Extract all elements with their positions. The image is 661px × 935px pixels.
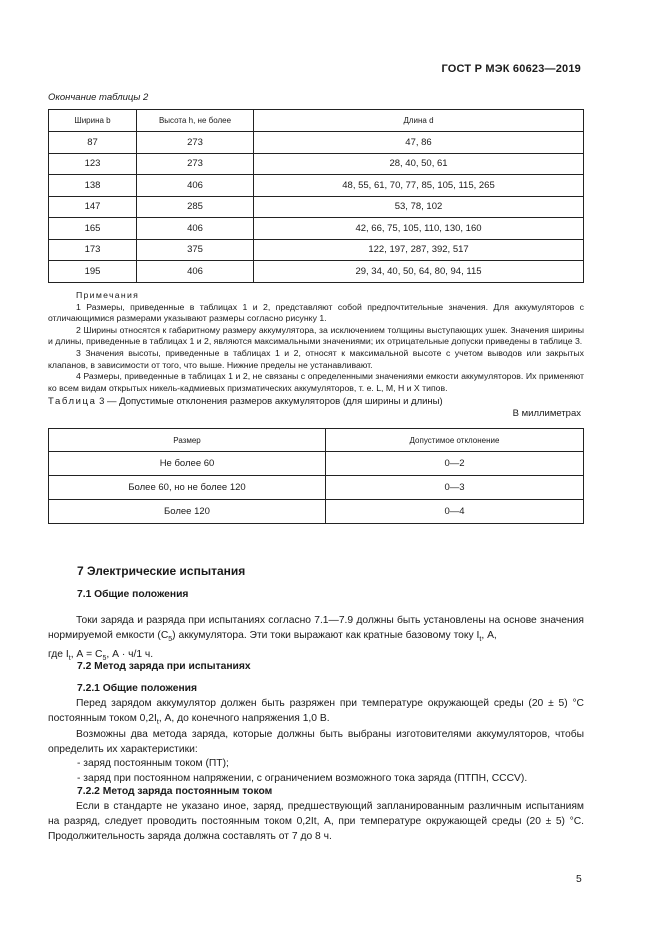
page-number: 5 [576,874,582,885]
table3-title-word: Таблица [48,396,97,407]
section-7-2-2-title: 7.2.2 Метод заряда постоянным током [77,786,273,797]
table-row [49,476,584,500]
text-part: Перед зарядом аккумулятор должен быть разряжен при температуре окружающей среды (20 ± 5) °C постоянным током 0,2I [48,698,584,725]
cell: 375 [137,239,254,261]
cell: 87 [49,132,137,154]
text-part: , А = C [70,649,103,661]
section-7-2-1-title: 7.2.1 Общие положения [77,683,197,694]
cell: 53, 78, 102 [254,196,584,218]
text-part: ) аккумулятора. Эти токи выражают как кратные базовому току I [172,630,480,642]
standard-code: ГОСТ Р МЭК 60623—2019 [441,63,581,75]
table-3 [48,428,584,524]
cell: 29, 34, 40, 50, 64, 80, 94, 115 [254,261,584,283]
text-sub: 5 [168,636,173,644]
table-row [49,261,584,283]
table3-header-row [49,429,584,452]
text-part: Возможны два метода заряда, которые должны быть выбраны изготовителями аккумуляторов, чтобы определить их характеристики: [48,729,584,756]
list-item: - заряд постоянным током (ПТ); [77,758,229,769]
cell: 273 [137,153,254,175]
cell: 28, 40, 50, 61 [254,153,584,175]
table3-title [48,396,443,407]
cell: 42, 66, 75, 105, 110, 130, 160 [254,218,584,240]
section-7-2-2-paragraph [48,799,584,845]
cell: 47, 86 [254,132,584,154]
note-item: 4 Размеры, приведенные в таблицах 1 и 2, не связаны с определенными значениями емкости аккумуляторов. Их применяют ко всем видам открытых никель-кадмиевых призматических аккумуляторов, т. е. L, M, H и X типов. [48,371,584,393]
notes-heading: Примечания [76,290,140,300]
cell: 406 [137,218,254,240]
cell: 122, 197, 287, 392, 517 [254,239,584,261]
note-item: 3 Значения высоты, приведенные в таблицах 1 и 2, относят к максимальной высоте с учетом выводов или закрытых клапанов, в зависимости от того, что выше. Нижние пределы не устанавливают. [48,347,584,370]
col-size-header: Размер [49,429,326,452]
text-part: Токи заряда и разряда при испытаниях согласно 7.1—7.9 должны быть установлены на основе значения нормируемой емкости (C [48,615,584,642]
section-7-2-1-paragraph-2 [48,727,584,757]
note-item: 1 Размеры, приведенные в таблицах 1 и 2, представляют собой предпочтительные значения. Для аккумуляторов с отличающимися размерами указывают размеры согласно рисунку 1. [48,301,584,324]
table2-header-row [49,110,584,132]
col-tolerance-header: Допустимое отклонение [326,429,584,452]
cell: 173 [49,239,137,261]
section-7-1-title: 7.1 Общие положения [77,589,189,600]
table2-caption: Окончание таблицы 2 [48,92,149,103]
col-length-header: Длина d [254,110,584,132]
notes-block [48,290,584,394]
cell: 123 [49,153,137,175]
col-height-header: Высота h, не более [137,110,254,132]
section-7-title: 7 Электрические испытания [77,564,246,578]
cell: 285 [137,196,254,218]
table-2 [48,109,584,283]
section-7-2-title: 7.2 Метод заряда при испытаниях [77,661,251,672]
cell: 147 [49,196,137,218]
table-row [49,452,584,476]
text-part: , А, [481,630,497,642]
table-row [49,218,584,240]
text-sub: t [156,719,159,727]
text-part: где I [48,649,69,661]
cell: 273 [137,132,254,154]
cell: 165 [49,218,137,240]
text-part: , А · ч/1 ч. [106,649,154,661]
table3-title-rest: 3 — Допустимые отклонения размеров аккумуляторов (для ширины и длины) [99,396,443,407]
text-sub: t [479,636,482,644]
cell: Более 120 [49,500,326,524]
cell: 195 [49,261,137,283]
text-sub: 5 [102,655,107,663]
cell: 0—3 [326,476,584,500]
text-part: Если в стандарте не указано иное, заряд, предшествующий запланированным различным испытаниям на разряд, следует проводить постоянным током 0,2It, А, при температуре окружающей среды (20 ± 5) °C. Продолжительность заряда должна составлять от 7 до 8 ч. [48,801,584,843]
cell: Не более 60 [49,452,326,476]
section-7-1-paragraph [48,613,584,667]
cell: 138 [49,175,137,197]
note-item: 2 Ширины относятся к габаритному размеру аккумулятора, за исключением толщины выступающих ушек. Значения ширины и длины, приведенные в таблицах 1 и 2, являются максимальными значениями; их отрицательные допуски приведены в таблице 3. [48,324,584,347]
cell: 406 [137,175,254,197]
cell: Более 60, но не более 120 [49,476,326,500]
cell: 48, 55, 61, 70, 77, 85, 105, 115, 265 [254,175,584,197]
table3-units: В миллиметрах [512,408,581,419]
table-row [49,196,584,218]
section-7-2-1-paragraph-1 [48,696,584,730]
cell: 0—2 [326,452,584,476]
list-item: - заряд при постоянном напряжении, с ограничением возможного тока заряда (ПТПН, CCCV). [77,773,528,784]
text-sub: t [68,655,71,663]
col-width-header: Ширина b [49,110,137,132]
cell: 406 [137,261,254,283]
table-row [49,175,584,197]
table-row [49,239,584,261]
cell: 0—4 [326,500,584,524]
text-part: , А, до конечного напряжения 1,0 В. [158,713,330,725]
table-row [49,153,584,175]
table-row [49,500,584,524]
table-row [49,132,584,154]
